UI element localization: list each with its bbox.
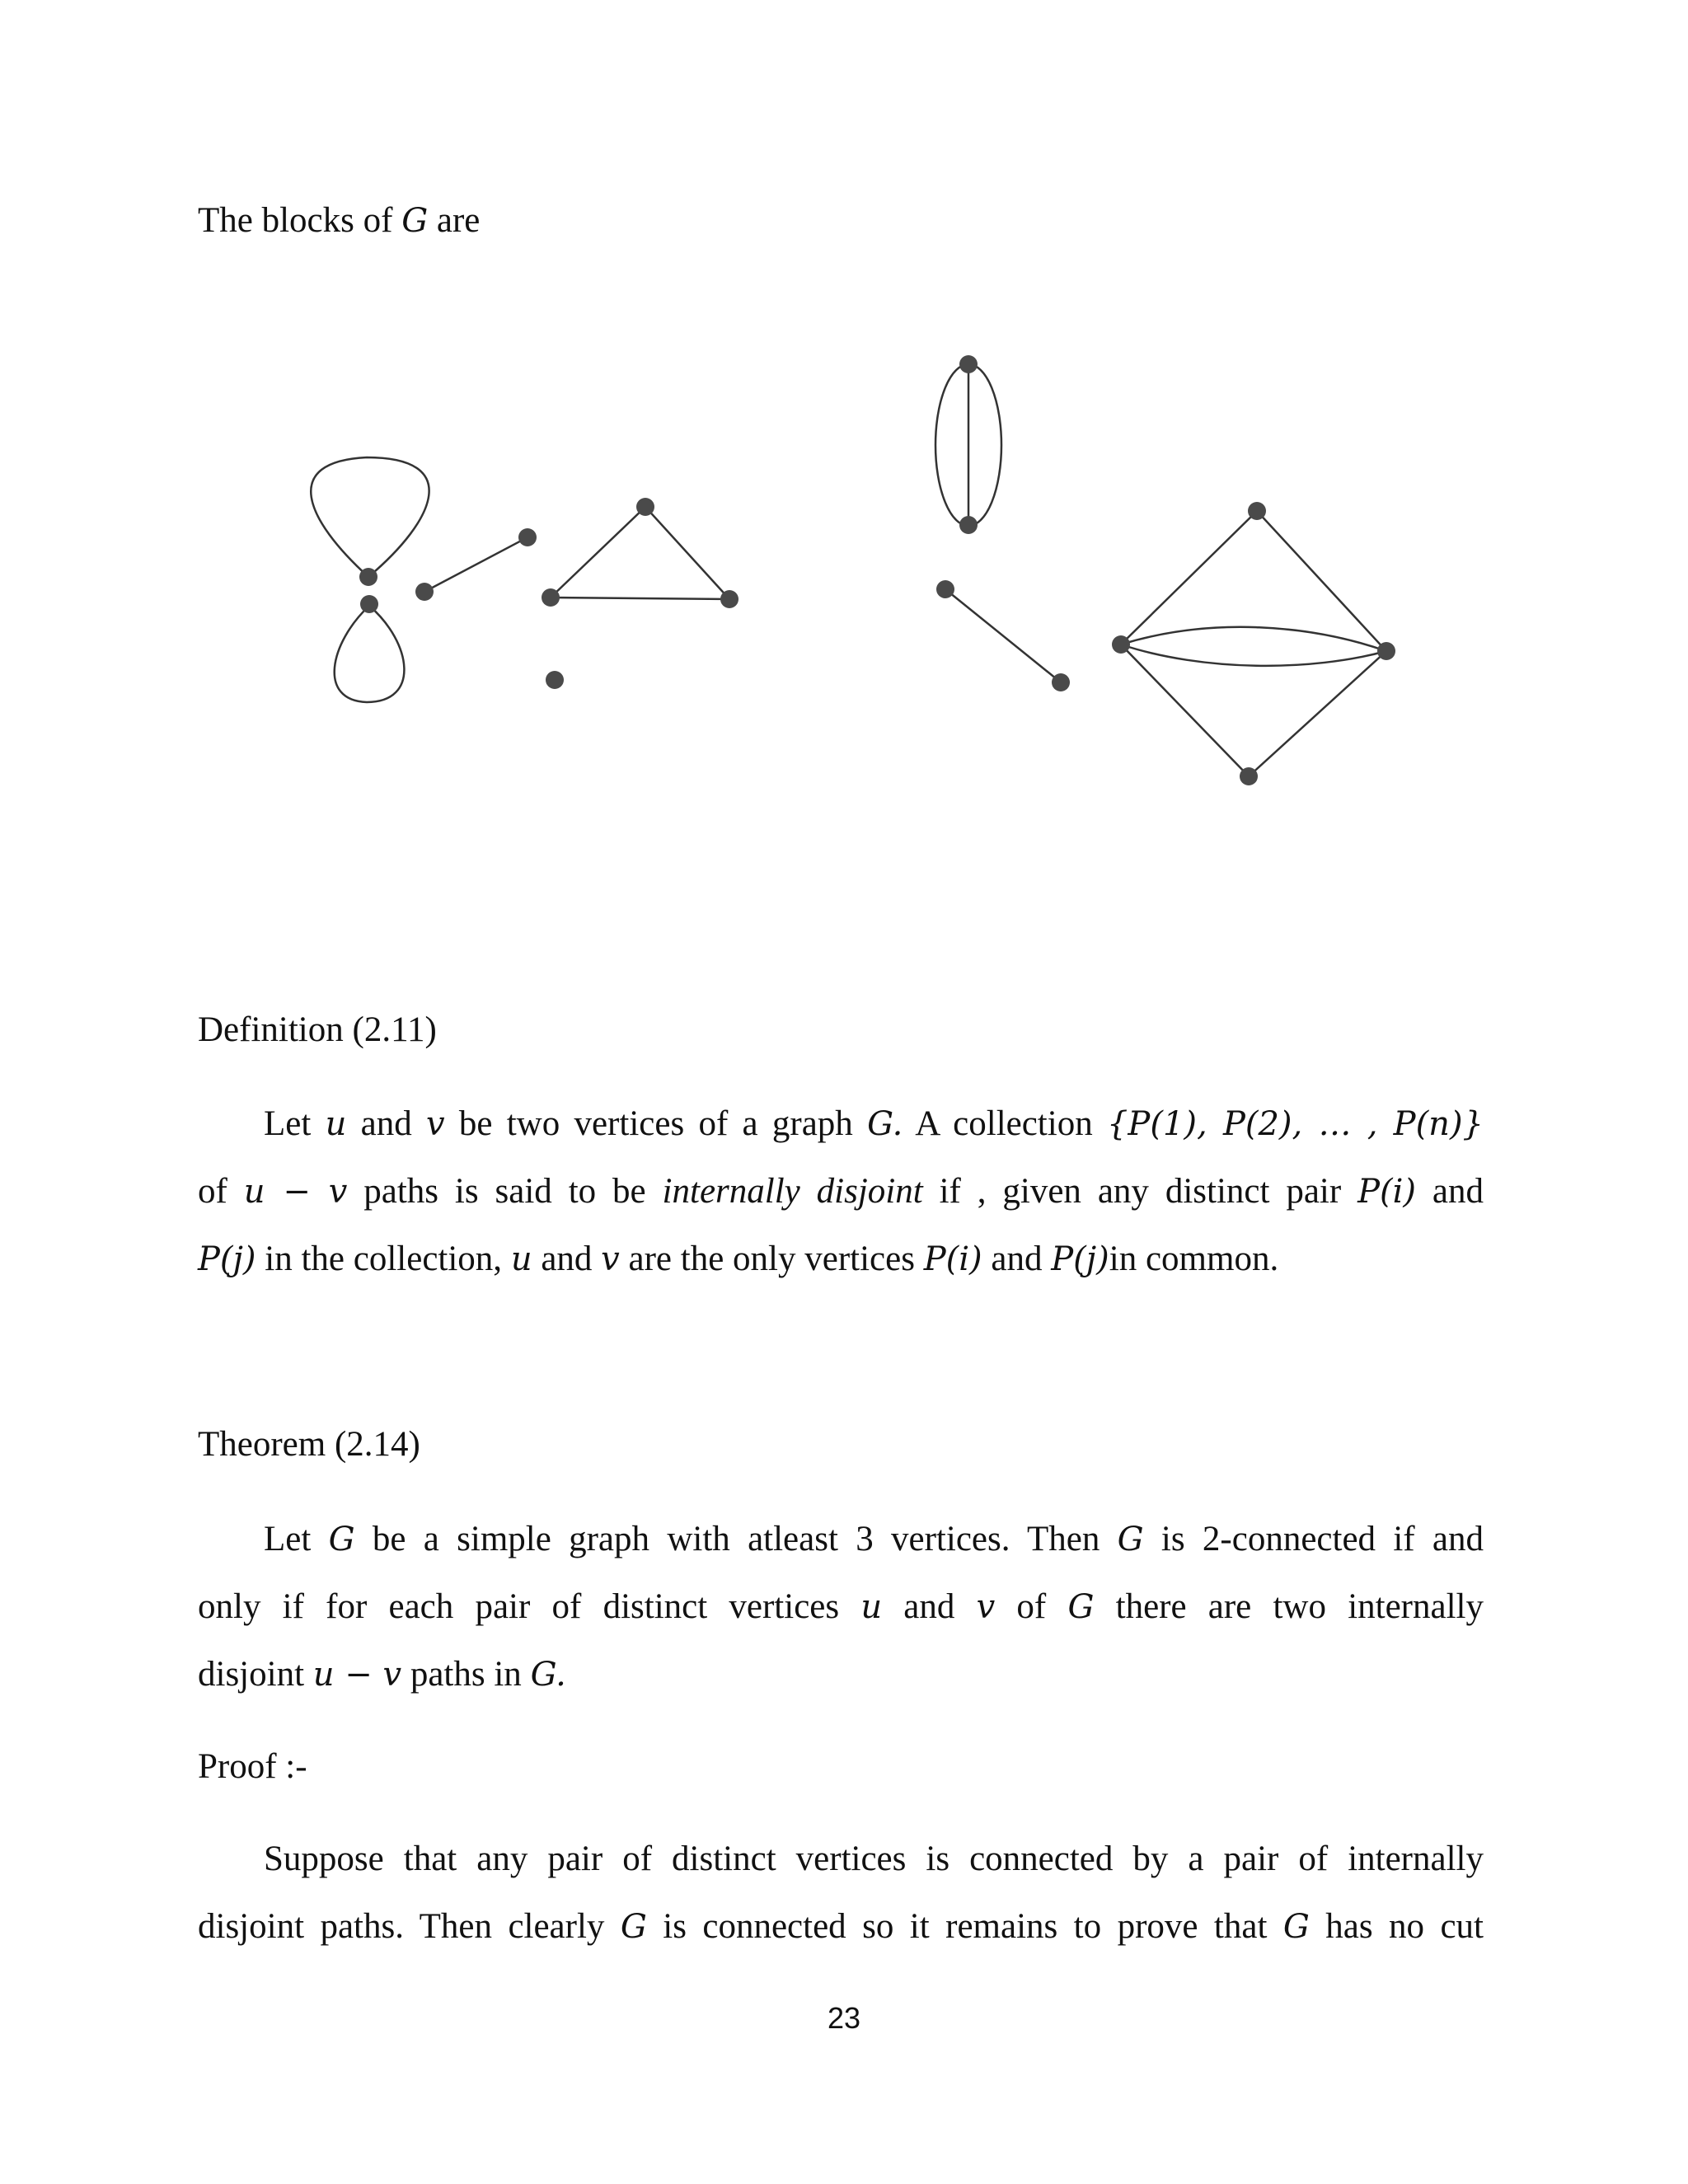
- math-G: G: [1067, 1588, 1095, 1626]
- vertex: [518, 528, 537, 546]
- definition-line-3: P(j) in the collection, u and v are the only vertices P(i) and P(j)in common.: [198, 1240, 1279, 1278]
- edge-1: [424, 537, 528, 592]
- math-v: v: [976, 1588, 996, 1626]
- edge-2: [945, 589, 1061, 682]
- math-v: v: [601, 1240, 620, 1278]
- vertex: [720, 590, 738, 608]
- math-G: G: [1117, 1521, 1144, 1558]
- lower-loop: [335, 606, 405, 702]
- definition-line-1: Let u and v be two vertices of a graph G. A collection {P(1), P(2), … , P(n)}: [264, 1104, 1484, 1143]
- isolated-vertex: [546, 671, 564, 689]
- vertex: [959, 516, 978, 534]
- vertex: [1052, 673, 1070, 691]
- math-Pj: P(j): [198, 1240, 256, 1278]
- intro-text: The blocks of: [198, 201, 402, 240]
- math-G: G.: [867, 1105, 903, 1143]
- math-G: G: [620, 1908, 647, 1946]
- math-Pi: P(i): [923, 1240, 982, 1278]
- emphasis-term: internally disjoint: [662, 1172, 923, 1211]
- vertex: [1112, 635, 1130, 654]
- theorem-line-1: Let G be a simple graph with atleast 3 vertices. Then G is 2-connected if and: [264, 1520, 1484, 1558]
- math-u-v: u − v: [312, 1656, 402, 1694]
- vertex: [360, 595, 378, 613]
- math-G: G.: [530, 1656, 566, 1694]
- triangle: [551, 507, 729, 599]
- vertex: [1240, 767, 1258, 785]
- math-Pi: P(i): [1357, 1173, 1417, 1211]
- vertex: [1377, 642, 1395, 660]
- math-v: v: [425, 1105, 445, 1143]
- math-u: u: [510, 1240, 532, 1278]
- definition-line-2: of u − v paths is said to be internally disjoint if , given any distinct pair P(i) and: [198, 1172, 1484, 1211]
- proof-line-1: Suppose that any pair of distinct vertices is connected by a pair of internally: [264, 1840, 1484, 1878]
- vertex: [542, 588, 560, 607]
- math-G: G: [328, 1521, 355, 1558]
- blocks-figure: [0, 0, 1688, 907]
- vertex: [959, 355, 978, 373]
- diamond-double-edge: [1121, 627, 1386, 666]
- vertex: [359, 568, 377, 586]
- page-number: 23: [827, 2001, 861, 2035]
- theorem-line-3: disjoint u − v paths in G.: [198, 1655, 566, 1694]
- vertex: [636, 498, 654, 516]
- math-G: G: [401, 202, 429, 240]
- theorem-line-2: only if for each pair of distinct vertices u and v of G there are two internally: [198, 1587, 1484, 1626]
- math-set: {P(1), P(2), … , P(n)}: [1106, 1105, 1484, 1143]
- math-Pj: P(j): [1051, 1240, 1109, 1278]
- theorem-heading: Theorem (2.14): [198, 1425, 420, 1464]
- vertex: [415, 583, 434, 601]
- diamond: [1121, 511, 1386, 776]
- math-u: u: [325, 1105, 347, 1143]
- vertex: [1248, 502, 1266, 520]
- upper-loop: [311, 457, 429, 577]
- definition-heading: Definition (2.11): [198, 1010, 437, 1049]
- proof-line-2: disjoint paths. Then clearly G is connected so it remains to prove that G has no cut: [198, 1907, 1484, 1946]
- math-u: u: [860, 1588, 883, 1626]
- math-u-v: u − v: [243, 1173, 348, 1211]
- math-G: G: [1282, 1908, 1310, 1946]
- intro-text-end: are: [428, 201, 481, 240]
- proof-heading: Proof :-: [198, 1747, 307, 1786]
- vertex: [936, 580, 954, 598]
